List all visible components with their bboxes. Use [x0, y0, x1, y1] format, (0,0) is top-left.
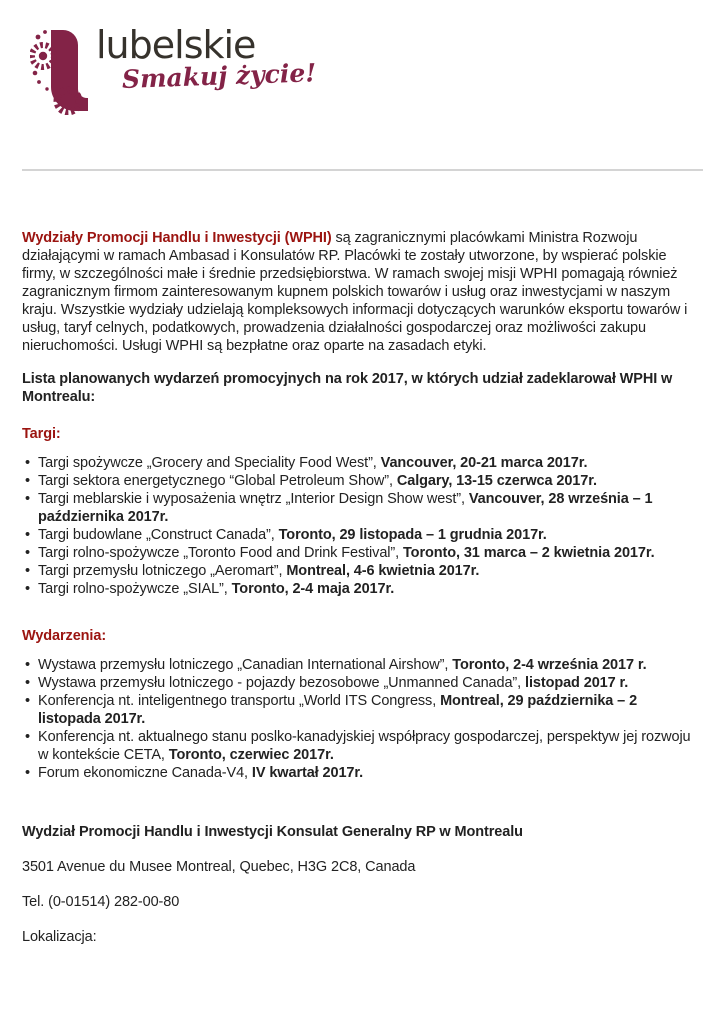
event-text: Konferencja nt. inteligentnego transportu „World ITS Congress, [38, 693, 441, 709]
event-date: Toronto, 2-4 września 2017 r. [452, 657, 647, 673]
list-item [22, 454, 703, 472]
event-date: Calgary, 13-15 czerwca 2017r. [396, 473, 597, 489]
list-item [22, 674, 703, 692]
targi-list [22, 454, 703, 598]
brand-name: lubelskie [96, 23, 256, 67]
list-item [22, 526, 703, 544]
list-item [22, 562, 703, 580]
office-address: 3501 Avenue du Musee Montreal, Quebec, H3G 2C8, Canada [22, 859, 416, 875]
list-item [22, 692, 703, 728]
event-text: Wystawa przemysłu lotniczego - pojazdy bezosobowe „Unmanned Canada”, [38, 675, 526, 691]
location-label: Lokalizacja: [22, 929, 97, 945]
event-text: Forum ekonomiczne Canada-V4, [38, 765, 252, 781]
event-date: Montreal, 29 października – 2 listopada 2017r. [38, 693, 638, 727]
article-content [22, 229, 703, 946]
event-text: Wystawa przemysłu lotniczego „Canadian International Airshow”, [38, 657, 453, 673]
brand-tagline: Smakuj życie! [121, 58, 317, 94]
event-date: Vancouver, 28 września – 1 października 2017r. [38, 491, 653, 525]
list-item [22, 728, 703, 764]
targi-heading: Targi: [22, 426, 61, 442]
event-date: listopad 2017 r. [525, 675, 629, 691]
event-date: Toronto, 31 marca – 2 kwietnia 2017r. [403, 545, 655, 561]
event-date: Montreal, 4-6 kwietnia 2017r. [286, 563, 480, 579]
intro-paragraph [22, 229, 703, 355]
lubelskie-lace-l-icon [30, 27, 88, 120]
events-list-header: Lista planowanych wydarzeń promocyjnych na rok 2017, w których udział zadeklarował WPHI w Montrealu: [22, 371, 673, 405]
wydarzenia-list [22, 656, 703, 782]
event-date: Toronto, czerwiec 2017r. [168, 747, 334, 763]
logo-text-block [96, 25, 316, 94]
list-item [22, 580, 703, 598]
event-text: Targi sektora energetycznego “Global Petroleum Show”, [38, 473, 397, 489]
site-logo [22, 25, 703, 120]
event-date: Toronto, 2-4 maja 2017r. [231, 581, 395, 597]
list-item [22, 544, 703, 562]
office-name: Wydział Promocji Handlu i Inwestycji Konsulat Generalny RP w Montrealu [22, 824, 523, 840]
list-item [22, 656, 703, 674]
list-item [22, 472, 703, 490]
office-phone: Tel. (0-01514) 282-00-80 [22, 894, 180, 910]
event-date: Toronto, 29 listopada – 1 grudnia 2017r. [278, 527, 547, 543]
event-text: Targi rolno-spożywcze „Toronto Food and Drink Festival”, [38, 545, 403, 561]
event-date: Vancouver, 20-21 marca 2017r. [380, 455, 588, 471]
event-text: Konferencja nt. aktualnego stanu poslko-kanadyjskiej współpracy gospodarczej, perspektyw jej rozwoju w kontekście CETA, [38, 729, 691, 763]
header-divider [22, 169, 703, 171]
intro-lead-bold: Wydziały Promocji Handlu i Inwestycji (WPHI) [22, 230, 332, 246]
list-item [22, 764, 703, 782]
event-text: Targi spożywcze „Grocery and Speciality Food West”, [38, 455, 381, 471]
event-text: Targi budowlane „Construct Canada”, [38, 527, 279, 543]
event-date: IV kwartał 2017r. [251, 765, 364, 781]
event-text: Targi meblarskie i wyposażenia wnętrz „Interior Design Show west”, [38, 491, 469, 507]
event-text: Targi rolno-spożywcze „SIAL”, [38, 581, 232, 597]
wydarzenia-heading: Wydarzenia: [22, 628, 107, 644]
list-item [22, 490, 703, 526]
event-text: Targi przemysłu lotniczego „Aeromart”, [38, 563, 287, 579]
intro-body-text: są zagranicznymi placówkami Ministra Rozwoju działającymi w ramach Ambasad i Konsulatów RP. Placówki te zostały utworzone, by wspierać polskie firmy, w szczególności małe i średnie przedsiębiorstwa. W ramach swojej misji WPHI pomagają również zagranicznym firmom zainteresowanym kupnem polskich towarów i usług oraz inwestycjami w naszym kraju. Wszystkie wydziały udzielają kompleksowych informacji dotyczących warunków eksportu towarów i usług, taryf celnych, podatkowych, prowadzenia działalności gospodarczej oraz możliwości zakupu nieruchomości. Usługi WPHI są bezpłatne oraz oparte na zasadach etyki. [22, 230, 688, 354]
